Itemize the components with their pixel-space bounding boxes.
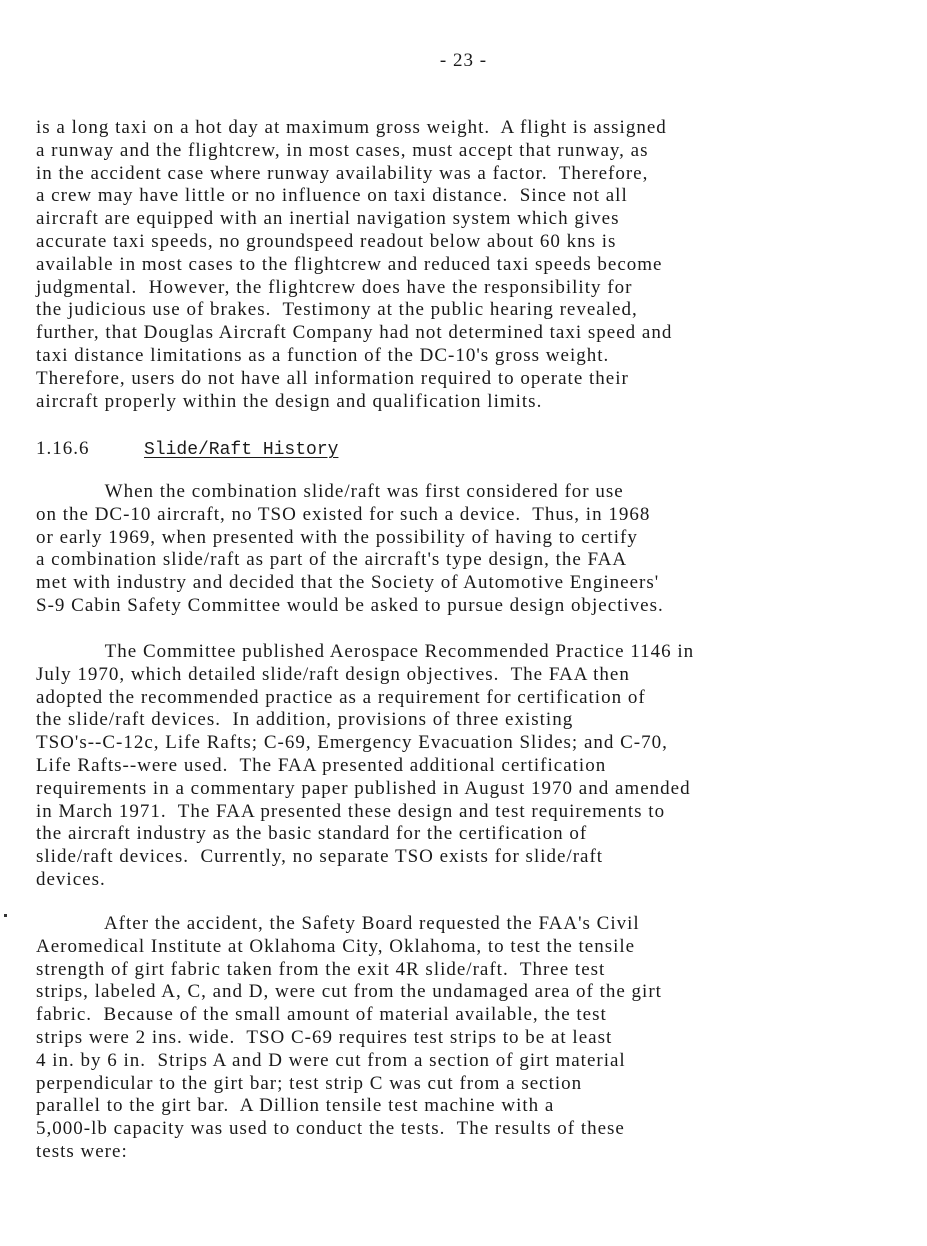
- text-line: aircraft are equipped with an inertial navigation system which gives: [36, 208, 620, 230]
- text-line: further, that Douglas Aircraft Company had not determined taxi speed and: [36, 322, 673, 344]
- text-line: aircraft properly within the design and qualification limits.: [36, 390, 543, 412]
- text-line: strength of girt fabric taken from the exit 4R slide/raft. Three test: [36, 958, 606, 980]
- text-line: a combination slide/raft as part of the aircraft's type design, the FAA: [36, 549, 628, 571]
- text-line: perpendicular to the girt bar; test strip C was cut from a section: [36, 1072, 583, 1094]
- paragraph-tensile-test: [36, 913, 662, 1164]
- paragraph-slide-raft-origin: [36, 481, 664, 618]
- page-number: - 23 -: [439, 50, 488, 71]
- section-number: 1.16.6: [36, 438, 90, 459]
- text-line: the judicious use of brakes. Testimony at the public hearing revealed,: [36, 299, 638, 321]
- section-heading: [36, 438, 338, 460]
- text-line: requirements in a commentary paper published in August 1970 and amended: [36, 777, 691, 799]
- text-line: 5,000-lb capacity was used to conduct the tests. The results of these: [36, 1118, 625, 1140]
- text-line: strips, labeled A, C, and D, were cut from the undamaged area of the girt: [36, 981, 662, 1003]
- text-line: S-9 Cabin Safety Committee would be asked to pursue design objectives.: [36, 594, 664, 616]
- text-line: the aircraft industry as the basic standard for the certification of: [36, 823, 588, 845]
- text-line: on the DC-10 aircraft, no TSO existed for such a device. Thus, in 1968: [36, 503, 651, 525]
- text-line: in the accident case where runway availability was a factor. Therefore,: [36, 162, 649, 184]
- text-line: available in most cases to the flightcrew and reduced taxi speeds become: [36, 253, 663, 275]
- text-line: strips were 2 ins. wide. TSO C-69 requires test strips to be at least: [36, 1026, 613, 1048]
- text-line: adopted the recommended practice as a requirement for certification of: [36, 686, 646, 708]
- text-line: Therefore, users do not have all information required to operate their: [36, 367, 629, 389]
- text-line: When the combination slide/raft was first considered for use: [36, 481, 624, 502]
- text-line: fabric. Because of the small amount of material available, the test: [36, 1004, 607, 1026]
- text-line: a runway and the flightcrew, in most cases, must accept that runway, as: [36, 139, 649, 161]
- text-line: taxi distance limitations as a function of the DC-10's gross weight.: [36, 344, 610, 366]
- text-line: met with industry and decided that the Society of Automotive Engineers': [36, 572, 660, 594]
- text-line: 4 in. by 6 in. Strips A and D were cut from a section of girt material: [36, 1049, 626, 1071]
- text-line: devices.: [36, 868, 106, 890]
- text-line: parallel to the girt bar. A Dillion tensile test machine with a: [36, 1095, 555, 1117]
- text-line: After the accident, the Safety Board requested the FAA's Civil: [36, 913, 640, 934]
- text-line: Life Rafts--were used. The FAA presented additional certification: [36, 754, 607, 776]
- text-line: in March 1971. The FAA presented these design and test requirements to: [36, 800, 666, 822]
- text-line: judgmental. However, the flightcrew does have the responsibility for: [36, 276, 633, 298]
- text-line: tests were:: [36, 1140, 128, 1162]
- paragraph-taxi-speed: [36, 117, 672, 413]
- section-title: Slide/Raft History: [144, 440, 339, 460]
- text-line: the slide/raft devices. In addition, provisions of three existing: [36, 709, 574, 731]
- paragraph-recommended-practice: [36, 641, 694, 892]
- text-line: or early 1969, when presented with the possibility of having to certify: [36, 526, 638, 548]
- margin-mark: [4, 914, 7, 917]
- text-line: slide/raft devices. Currently, no separate TSO exists for slide/raft: [36, 846, 604, 868]
- text-line: The Committee published Aerospace Recommended Practice 1146 in: [36, 641, 695, 662]
- text-line: a crew may have little or no influence on taxi distance. Since not all: [36, 185, 628, 207]
- text-line: Aeromedical Institute at Oklahoma City, Oklahoma, to test the tensile: [36, 935, 636, 957]
- text-line: accurate taxi speeds, no groundspeed readout below about 60 kns is: [36, 230, 617, 252]
- text-line: is a long taxi on a hot day at maximum gross weight. A flight is assigned: [36, 117, 667, 138]
- text-line: TSO's--C-12c, Life Rafts; C-69, Emergency Evacuation Slides; and C-70,: [36, 732, 668, 754]
- text-line: July 1970, which detailed slide/raft design objectives. The FAA then: [36, 663, 630, 685]
